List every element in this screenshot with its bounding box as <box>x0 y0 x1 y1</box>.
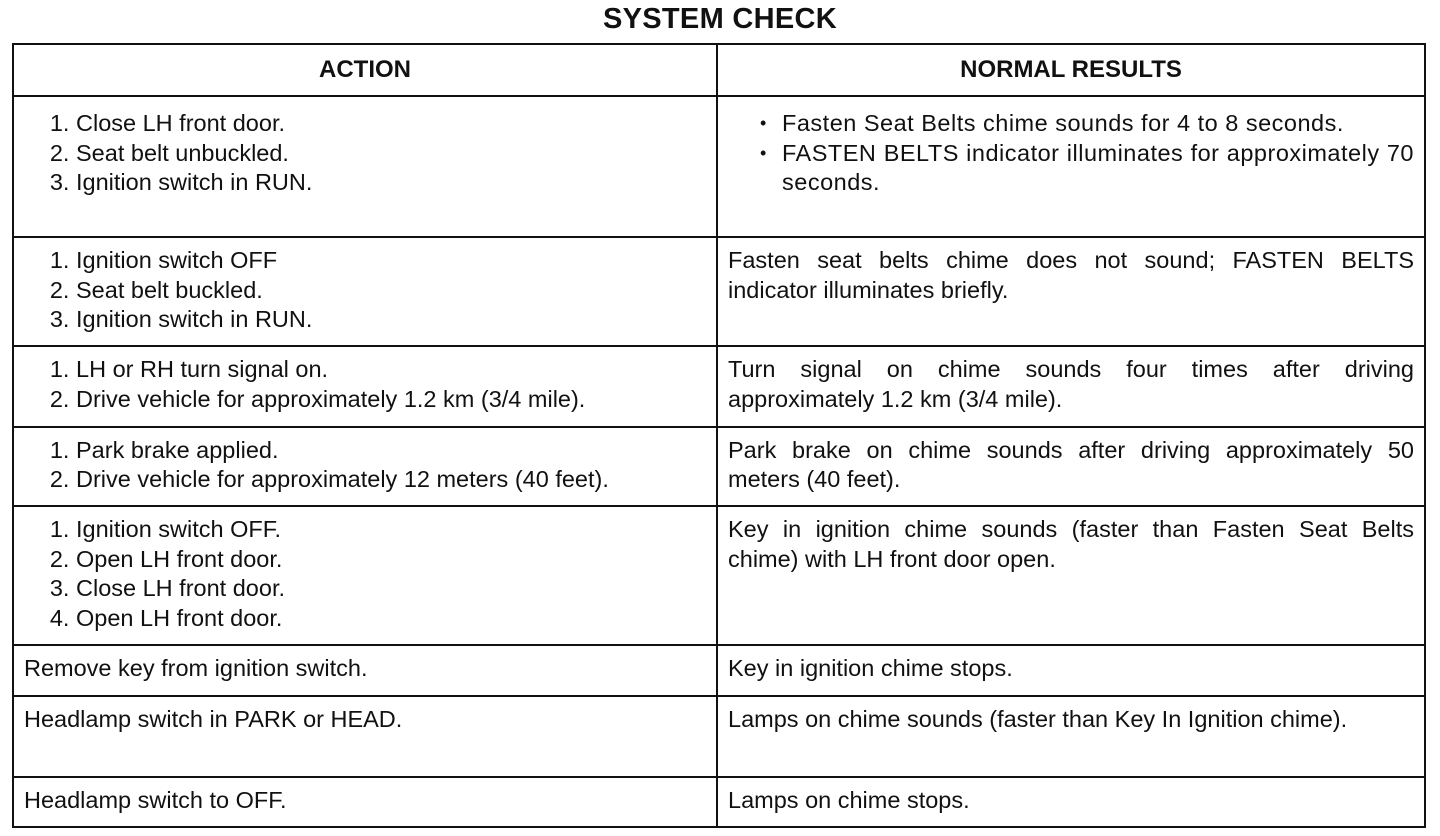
result-cell <box>717 346 1425 427</box>
action-step: 1. Ignition switch OFF. <box>76 515 706 545</box>
table-row <box>13 346 1425 427</box>
page-title: SYSTEM CHECK <box>602 3 837 35</box>
result-bullets <box>728 109 1414 198</box>
result-cell <box>717 645 1425 695</box>
result-cell <box>717 237 1425 346</box>
results-column-header: NORMAL RESULTS <box>717 44 1425 96</box>
action-cell <box>13 96 717 237</box>
result-text: Key in ignition chime stops. <box>728 655 1013 682</box>
result-cell <box>717 96 1425 237</box>
action-steps <box>24 355 706 414</box>
result-text: Lamps on chime stops. <box>728 786 970 813</box>
table-row <box>13 506 1425 645</box>
result-text: Fasten seat belts chime does not sound; FASTEN BELTS indicator illuminates briefly. <box>728 247 1414 303</box>
action-step: 1. Close LH front door. <box>76 109 706 139</box>
result-bullet: • FASTEN BELTS indicator illuminates for approximately 70 seconds. <box>782 139 1414 198</box>
action-cell <box>13 237 717 346</box>
action-steps <box>24 515 706 633</box>
action-text: Headlamp switch to OFF. <box>24 786 287 813</box>
action-step: 2. Drive vehicle for approximately 1.2 km (3/4 mile). <box>76 385 706 415</box>
result-text: Key in ignition chime sounds (faster than Fasten Seat Belts chime) with LH front door open. <box>728 516 1414 572</box>
action-steps <box>24 246 706 335</box>
action-cell <box>13 506 717 645</box>
action-cell <box>13 346 717 427</box>
system-check-table <box>12 43 1426 828</box>
action-step: 2. Seat belt unbuckled. <box>76 139 706 169</box>
result-cell <box>717 427 1425 507</box>
result-cell <box>717 506 1425 645</box>
action-step: 1. Park brake applied. <box>76 436 706 466</box>
action-step: 4. Open LH front door. <box>76 604 706 634</box>
action-step: 3. Ignition switch in RUN. <box>76 305 706 335</box>
result-cell <box>717 696 1425 777</box>
action-steps <box>24 436 706 495</box>
table-row <box>13 427 1425 507</box>
table-row <box>13 237 1425 346</box>
table-row <box>13 777 1425 827</box>
table-row <box>13 696 1425 777</box>
action-column-header: ACTION <box>13 44 717 96</box>
result-text: Turn signal on chime sounds four times after driving approximately 1.2 km (3/4 mile). <box>728 356 1414 412</box>
action-text: Remove key from ignition switch. <box>24 655 368 682</box>
action-cell <box>13 427 717 507</box>
result-text: Park brake on chime sounds after driving approximately 50 meters (40 feet). <box>728 436 1414 493</box>
action-steps <box>24 109 706 198</box>
action-cell <box>13 696 717 777</box>
result-cell <box>717 777 1425 827</box>
action-cell <box>13 777 717 827</box>
table-row <box>13 645 1425 695</box>
action-step: 2. Seat belt buckled. <box>76 276 706 306</box>
table-row <box>13 96 1425 237</box>
action-step: 1. Ignition switch OFF <box>76 246 706 276</box>
action-step: 1. LH or RH turn signal on. <box>76 355 706 385</box>
action-cell <box>13 645 717 695</box>
action-step: 2. Drive vehicle for approximately 12 meters (40 feet). <box>76 465 706 495</box>
action-text: Headlamp switch in PARK or HEAD. <box>24 705 403 732</box>
result-bullet: • Fasten Seat Belts chime sounds for 4 to 8 seconds. <box>782 109 1414 139</box>
action-step: 3. Close LH front door. <box>76 574 706 604</box>
table-header-row <box>13 44 1425 96</box>
action-step: 3. Ignition switch in RUN. <box>76 168 706 198</box>
action-step: 2. Open LH front door. <box>76 545 706 575</box>
result-text: Lamps on chime sounds (faster than Key In Ignition chime). <box>728 705 1348 732</box>
